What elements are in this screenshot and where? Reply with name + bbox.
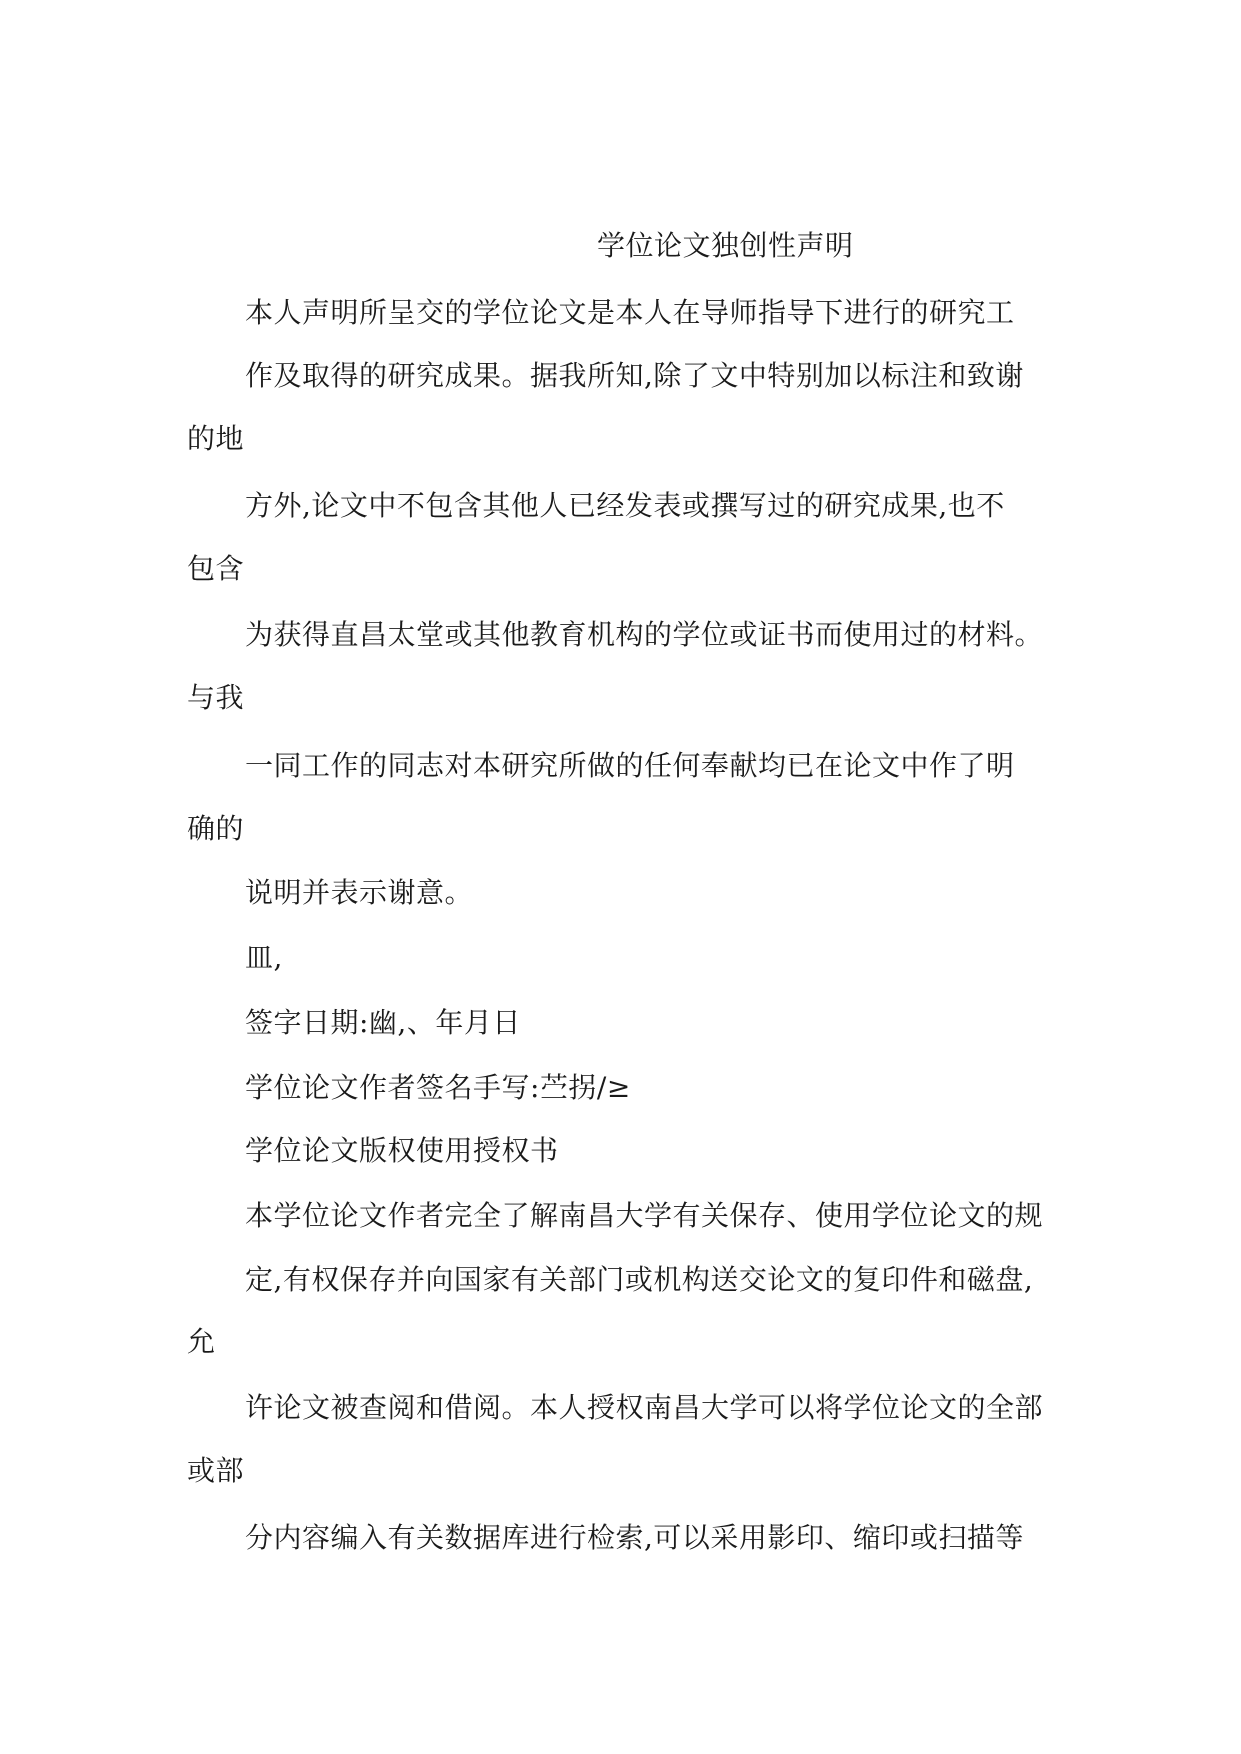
license-line: 本学位论文作者完全了解南昌大学有关保存、使用学位论文的规 bbox=[245, 1199, 1044, 1232]
declaration-line: 一同工作的同志对本研究所做的任何奉献均已在论文中作了明 bbox=[245, 749, 1015, 782]
declaration-line: 确的 bbox=[187, 812, 245, 845]
declaration-line: 包含 bbox=[187, 552, 245, 585]
declaration-line: 方外,论文中不包含其他人已经发表或撰写过的研究成果,也不 bbox=[245, 489, 1005, 522]
declaration-title: 学位论文独创性声明 bbox=[597, 229, 854, 262]
declaration-line: 作及取得的研究成果。据我所知,除了文中特别加以标注和致谢 bbox=[245, 359, 1024, 392]
declaration-line: 与我 bbox=[187, 681, 245, 714]
author-signature: 学位论文作者签名手写:苎拐/≥ bbox=[245, 1071, 631, 1104]
declaration-line: 皿, bbox=[245, 941, 283, 974]
declaration-line: 为获得直昌太堂或其他教育机构的学位或证书而使用过的材料。 bbox=[245, 618, 1044, 651]
declaration-line: 的地 bbox=[187, 422, 245, 455]
declaration-line: 本人声明所呈交的学位论文是本人在导师指导下进行的研究工 bbox=[245, 296, 1015, 329]
license-line: 许论文被查阅和借阅。本人授权南昌大学可以将学位论文的全部 bbox=[245, 1391, 1044, 1424]
license-line: 定,有权保存并向国家有关部门或机构送交论文的复印件和磁盘, bbox=[245, 1263, 1034, 1296]
sign-date: 签字日期:幽,、年月日 bbox=[245, 1006, 521, 1039]
declaration-line: 说明并表示谢意。 bbox=[245, 876, 474, 909]
license-line: 允 bbox=[187, 1325, 216, 1358]
license-line: 分内容编入有关数据库进行检索,可以采用影印、缩印或扫描等 bbox=[245, 1521, 1024, 1554]
license-line: 或部 bbox=[187, 1454, 245, 1487]
license-heading: 学位论文版权使用授权书 bbox=[245, 1134, 559, 1167]
